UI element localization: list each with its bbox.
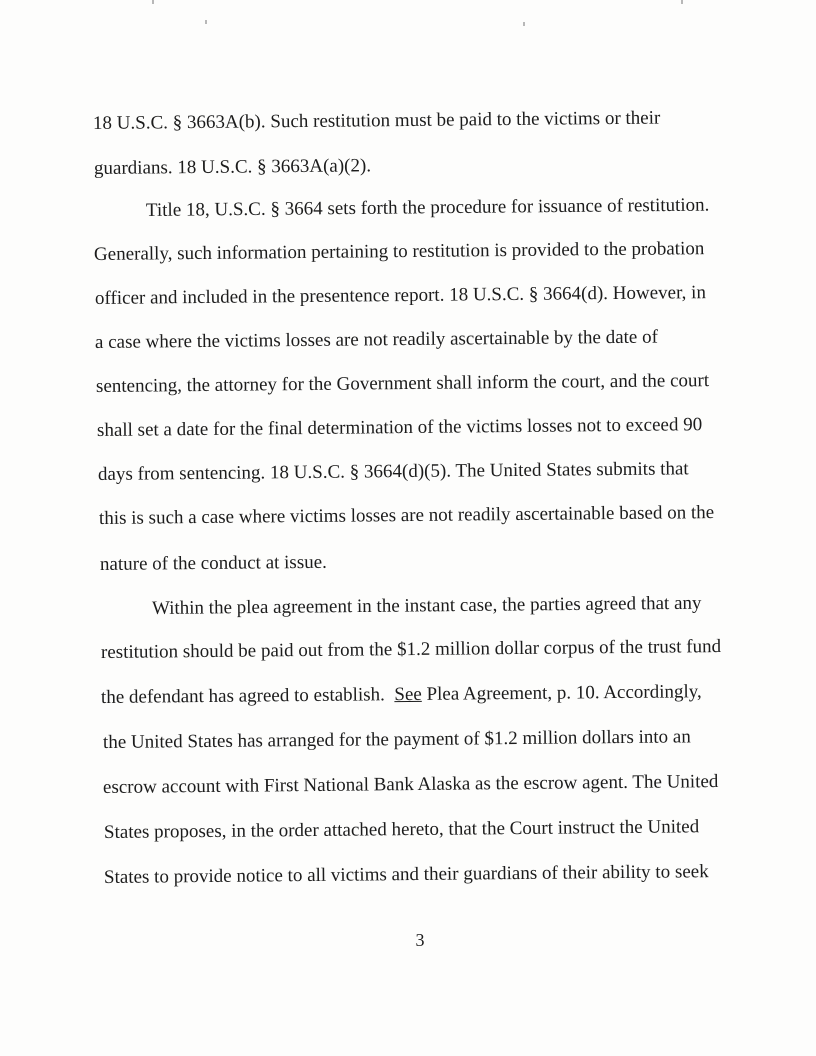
text-line-16: escrow account with First National Bank Alaska as the escrow agent. The United: [102, 771, 719, 798]
text-line-1: 18 U.S.C. § 3663A(b). Such restitution must be paid to the victims or their: [92, 107, 661, 134]
see-signal: See: [394, 683, 422, 706]
text-line-10: this is such a case where victims losses are not readily ascertainable based on the: [98, 502, 715, 529]
scan-speck: [152, 0, 154, 4]
scan-speck: [523, 22, 525, 26]
text-segment: the defendant has agreed to establish.: [100, 684, 385, 708]
text-line-13: restitution should be paid out from the $1.2 million dollar corpus of the trust fund: [100, 636, 722, 663]
scan-speck: [205, 20, 207, 24]
text-line-2: guardians. 18 U.S.C. § 3663A(a)(2).: [93, 155, 372, 179]
text-line-7: sentencing, the attorney for the Government shall inform the court, and the court: [95, 370, 710, 397]
text-line-12: Within the plea agreement in the instant case, the parties agreed that any: [151, 592, 702, 619]
text-line-11: nature of the conduct at issue.: [99, 551, 327, 575]
text-line-17: States proposes, in the order attached hereto, that the Court instruct the United: [103, 816, 700, 843]
text-line-5: officer and included in the presentence report. 18 U.S.C. § 3664(d). However, in: [94, 282, 707, 309]
text-line-14: [101, 680, 702, 710]
text-line-4: Generally, such information pertaining to restitution is provided to the probation: [93, 238, 705, 265]
text-line-9: days from sentencing. 18 U.S.C. § 3664(d)(5). The United States submits that: [97, 458, 689, 485]
page-number: 3: [415, 930, 425, 950]
text-line-3: Title 18, U.S.C. § 3664 sets forth the procedure for issuance of restitution.: [145, 194, 710, 221]
text-line-6: a case where the victims losses are not readily ascertainable by the date of: [94, 326, 658, 353]
text-line-18: States to provide notice to all victims and their guardians of their ability to seek: [103, 861, 709, 888]
text-line-15: the United States has arranged for the payment of $1.2 million dollars into an: [102, 726, 691, 753]
scan-speck: [681, 0, 683, 4]
text-line-8: shall set a date for the final determination of the victims losses not to exceed 90: [96, 414, 703, 441]
text-segment: Plea Agreement, p. 10. Accordingly,: [426, 681, 702, 705]
